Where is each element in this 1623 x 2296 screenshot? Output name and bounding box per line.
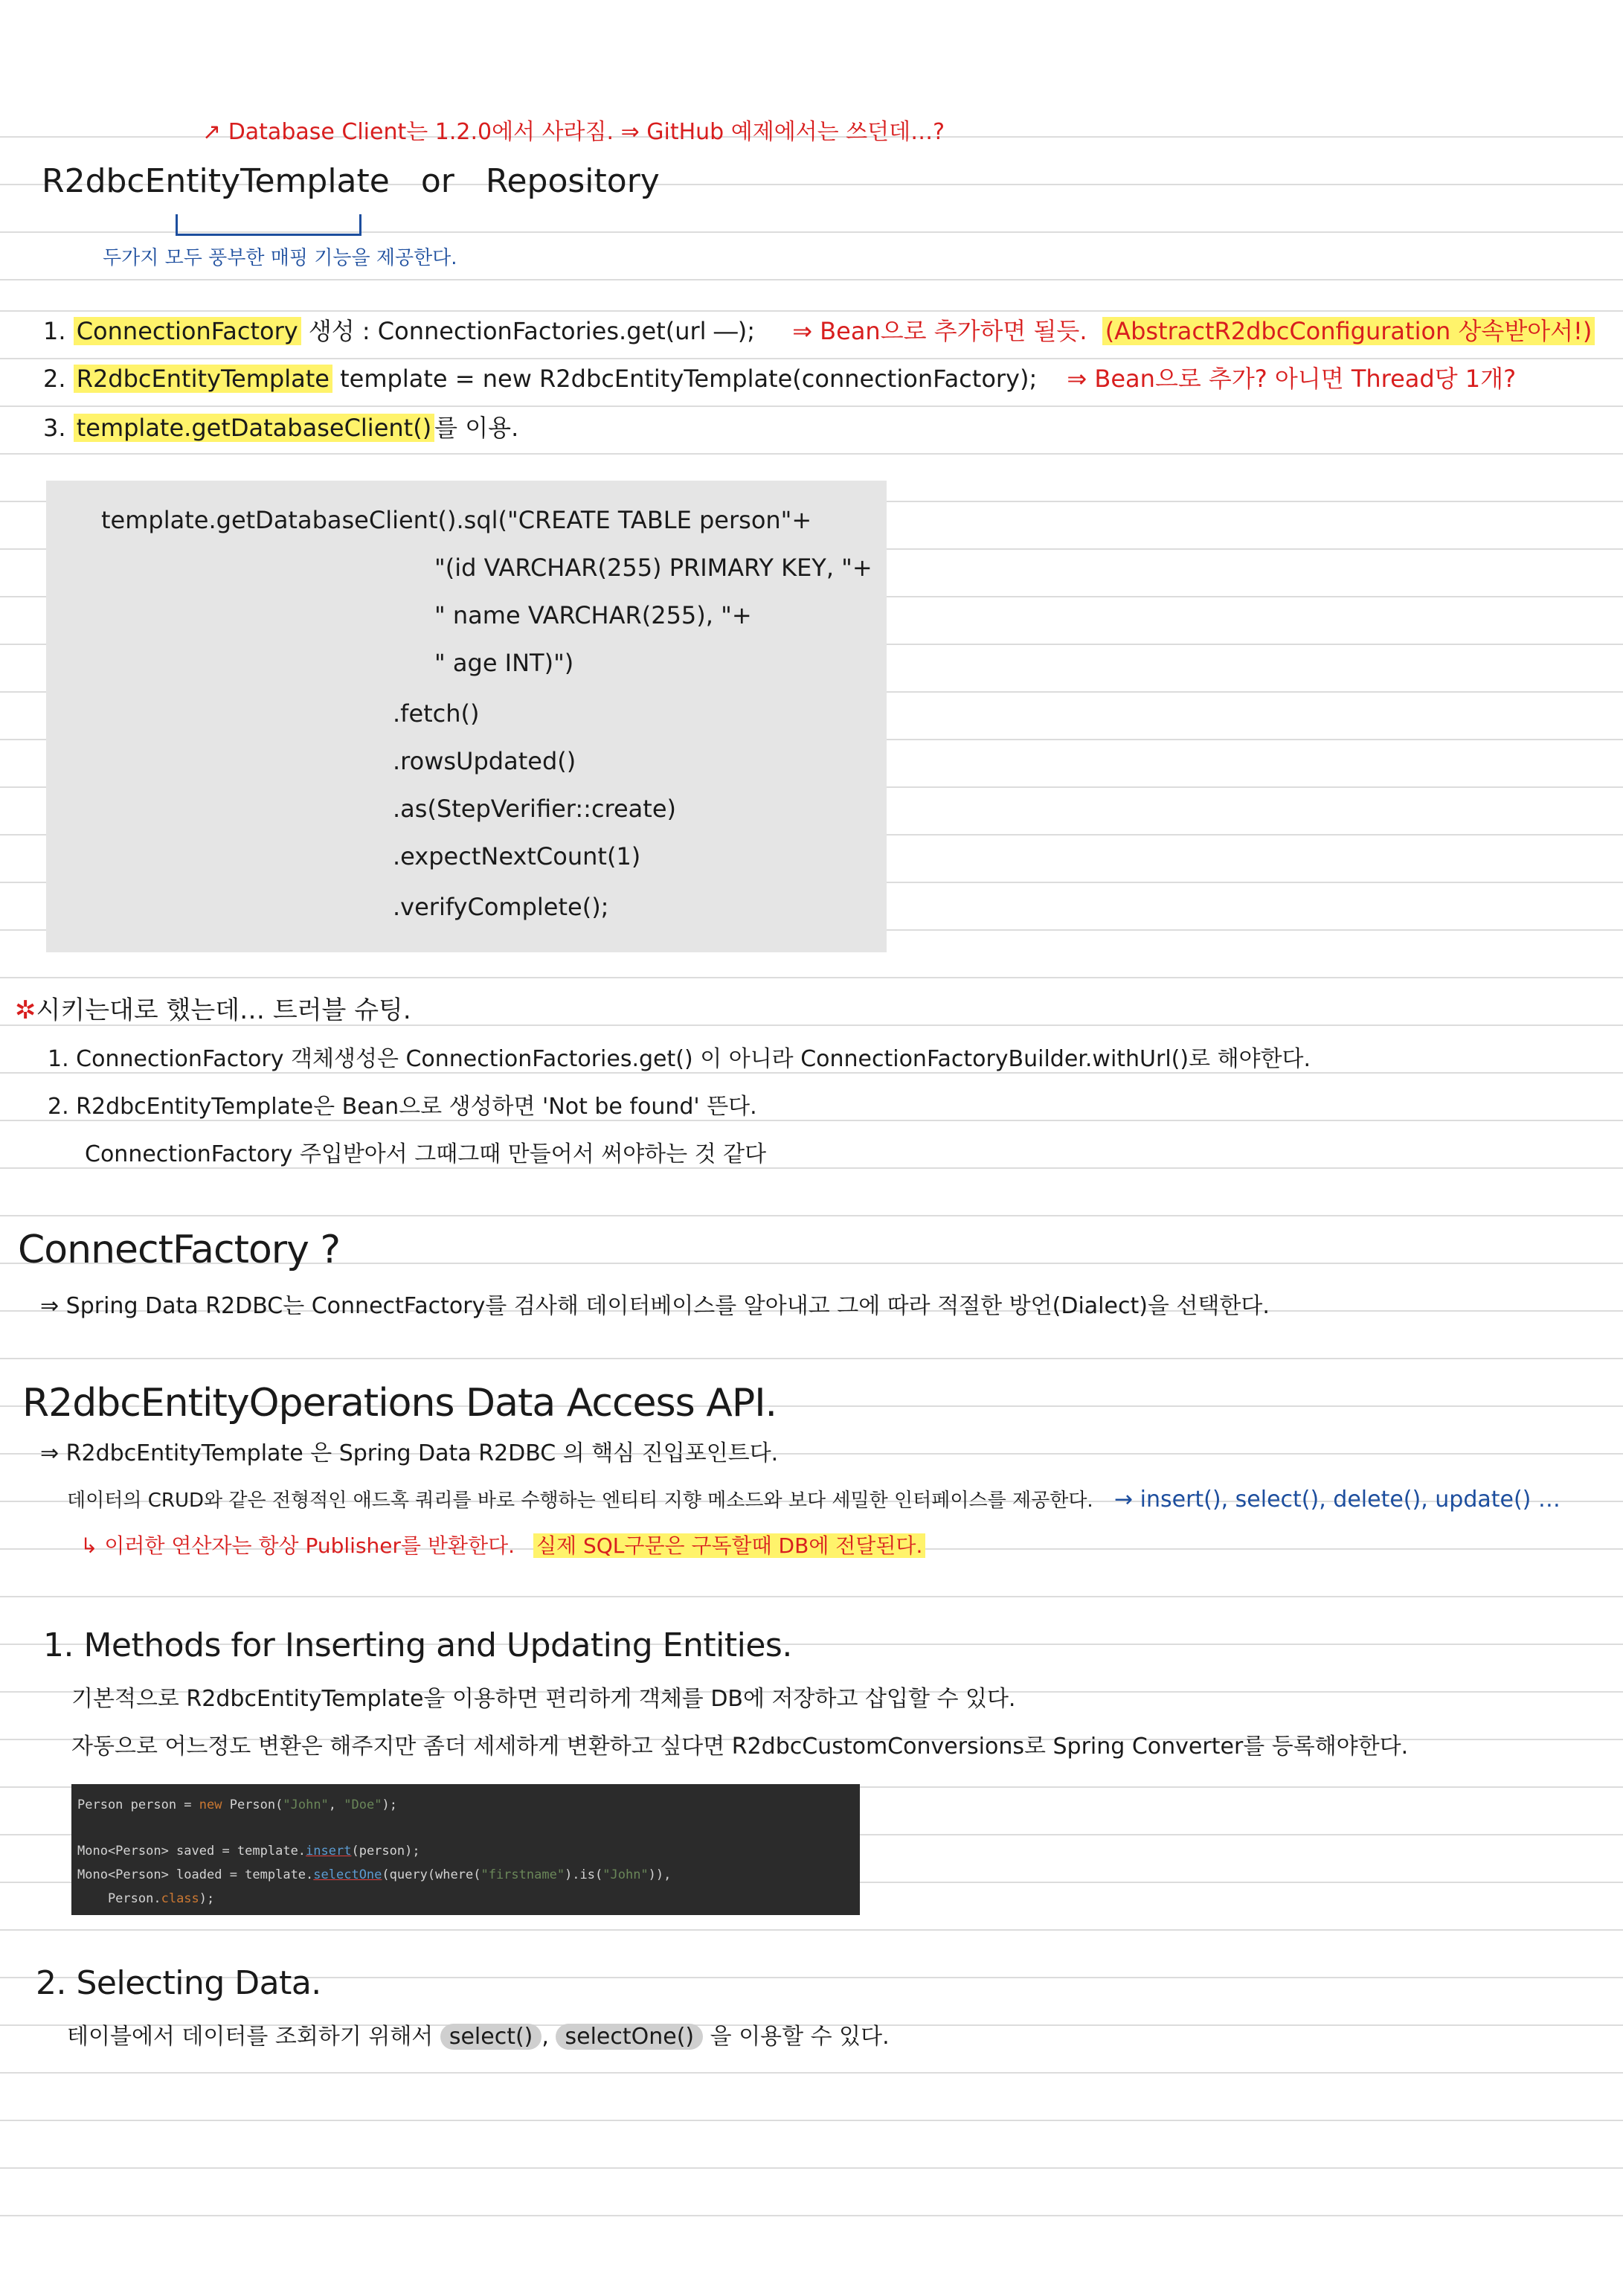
java-code-line-3: Mono<Person> loaded = template.selectOne(query(where("firstname").is("John")),: [77, 1867, 672, 1882]
code-line: .verifyComplete();: [393, 893, 609, 921]
code-line: " name VARCHAR(255), "+: [434, 601, 752, 629]
section-1-line-2: 자동으로 어느정도 변환은 해주지만 좀더 세세하게 변환하고 싶다면 R2dbcCustomConversions로 Spring Converter를 등록해야한다.: [71, 1734, 1409, 1760]
star-icon: ✲: [15, 995, 36, 1025]
select-one-pill: selectOne(): [556, 2024, 703, 2050]
java-code-line-2: Mono<Person> saved = template.insert(person);: [77, 1844, 420, 1859]
trouble-item-3: ConnectionFactory 주입받아서 그때그때 만들어서 써야하는 것 같다: [85, 1141, 767, 1167]
trouble-item-1: 1. ConnectionFactory 객체생성은 ConnectionFactories.get() 이 아니라 ConnectionFactoryBuilder.withUrl()로 해야한다.: [48, 1046, 1311, 1072]
code-line: .as(StepVerifier::create): [393, 795, 676, 823]
page-title: [42, 162, 660, 200]
trouble-title: ✲시키는대로 했는데… 트러블 슈팅.: [15, 995, 411, 1025]
code-line: .rowsUpdated(): [393, 747, 576, 775]
pencil-icon: ↗: [202, 119, 228, 145]
step-2: 2. R2dbcEntityTemplate template = new R2dbcEntityTemplate(connectionFactory); ⇒ Bean으로 추가? 아니면 Thread당 1개?: [43, 365, 1517, 393]
java-code-line-1: Person person = new Person("John", "Doe");: [77, 1798, 397, 1812]
trouble-item-2: 2. R2dbcEntityTemplate은 Bean으로 생성하면 'Not be found' 뜬다.: [48, 1094, 757, 1120]
code-line: " age INT)"): [434, 649, 574, 677]
section-1-line-1: 기본적으로 R2dbcEntityTemplate을 이용하면 편리하게 객체를 DB에 저장하고 삽입할 수 있다.: [71, 1686, 1016, 1712]
operations-title: R2dbcEntityOperations Data Access API.: [22, 1381, 777, 1426]
code-line: .expectNextCount(1): [393, 842, 641, 870]
database-client-note: ↗ Database Client는 1.2.0에서 사라짐. ⇒ GitHub 예제에서는 쓰던데…?: [202, 119, 945, 145]
section-2-title: 2. Selecting Data.: [36, 1964, 321, 2002]
step-3: 3. template.getDatabaseClient() 를 이용.: [43, 414, 519, 442]
connect-factory-title: ConnectFactory ?: [18, 1228, 341, 1272]
title-left: R2dbcEntityTemplate: [42, 162, 390, 200]
section-2-line: 테이블에서 데이터를 조회하기 위해서 select() , selectOne() 을 이용할 수 있다.: [67, 2024, 890, 2050]
bracket-note: 두가지 모두 풍부한 매핑 기능을 제공한다.: [103, 247, 457, 269]
operations-line-2: 데이터의 CRUD와 같은 전형적인 애드혹 쿼리를 바로 수행하는 엔티티 지향 메소드와 보다 세밀한 인터페이스를 제공한다. → insert(), select(), delete(), update() …: [67, 1487, 1561, 1513]
section-1-title: 1. Methods for Inserting and Updating Entities.: [43, 1626, 792, 1664]
step-1: 1. ConnectionFactory 생성 : ConnectionFactories.get(url ―); ⇒ Bean으로 추가하면 될듯. (AbstractR2dbcConfiguration 상속받아서!): [43, 312, 1595, 347]
code-line: template.getDatabaseClient().sql("CREATE TABLE person"+: [101, 506, 812, 534]
code-line: "(id VARCHAR(255) PRIMARY KEY, "+: [434, 554, 872, 582]
title-right: Repository: [485, 162, 660, 200]
code-line: .fetch(): [393, 699, 480, 728]
connect-factory-body: ⇒ Spring Data R2DBC는 ConnectFactory를 검사해 데이터베이스를 알아내고 그에 따라 적절한 방언(Dialect)을 선택한다.: [40, 1293, 1270, 1319]
title-or: or: [420, 162, 454, 200]
select-pill: select(): [440, 2024, 542, 2050]
operations-line-1: ⇒ R2dbcEntityTemplate 은 Spring Data R2DBC 의 핵심 진입포인트다.: [40, 1440, 779, 1466]
operations-line-3: ↳ 이러한 연산자는 항상 Publisher를 반환한다. 실제 SQL구문은 구독할때 DB에 전달된다.: [80, 1530, 925, 1559]
java-code-line-4: Person.class);: [77, 1891, 215, 1906]
title-bracket: [176, 214, 361, 236]
